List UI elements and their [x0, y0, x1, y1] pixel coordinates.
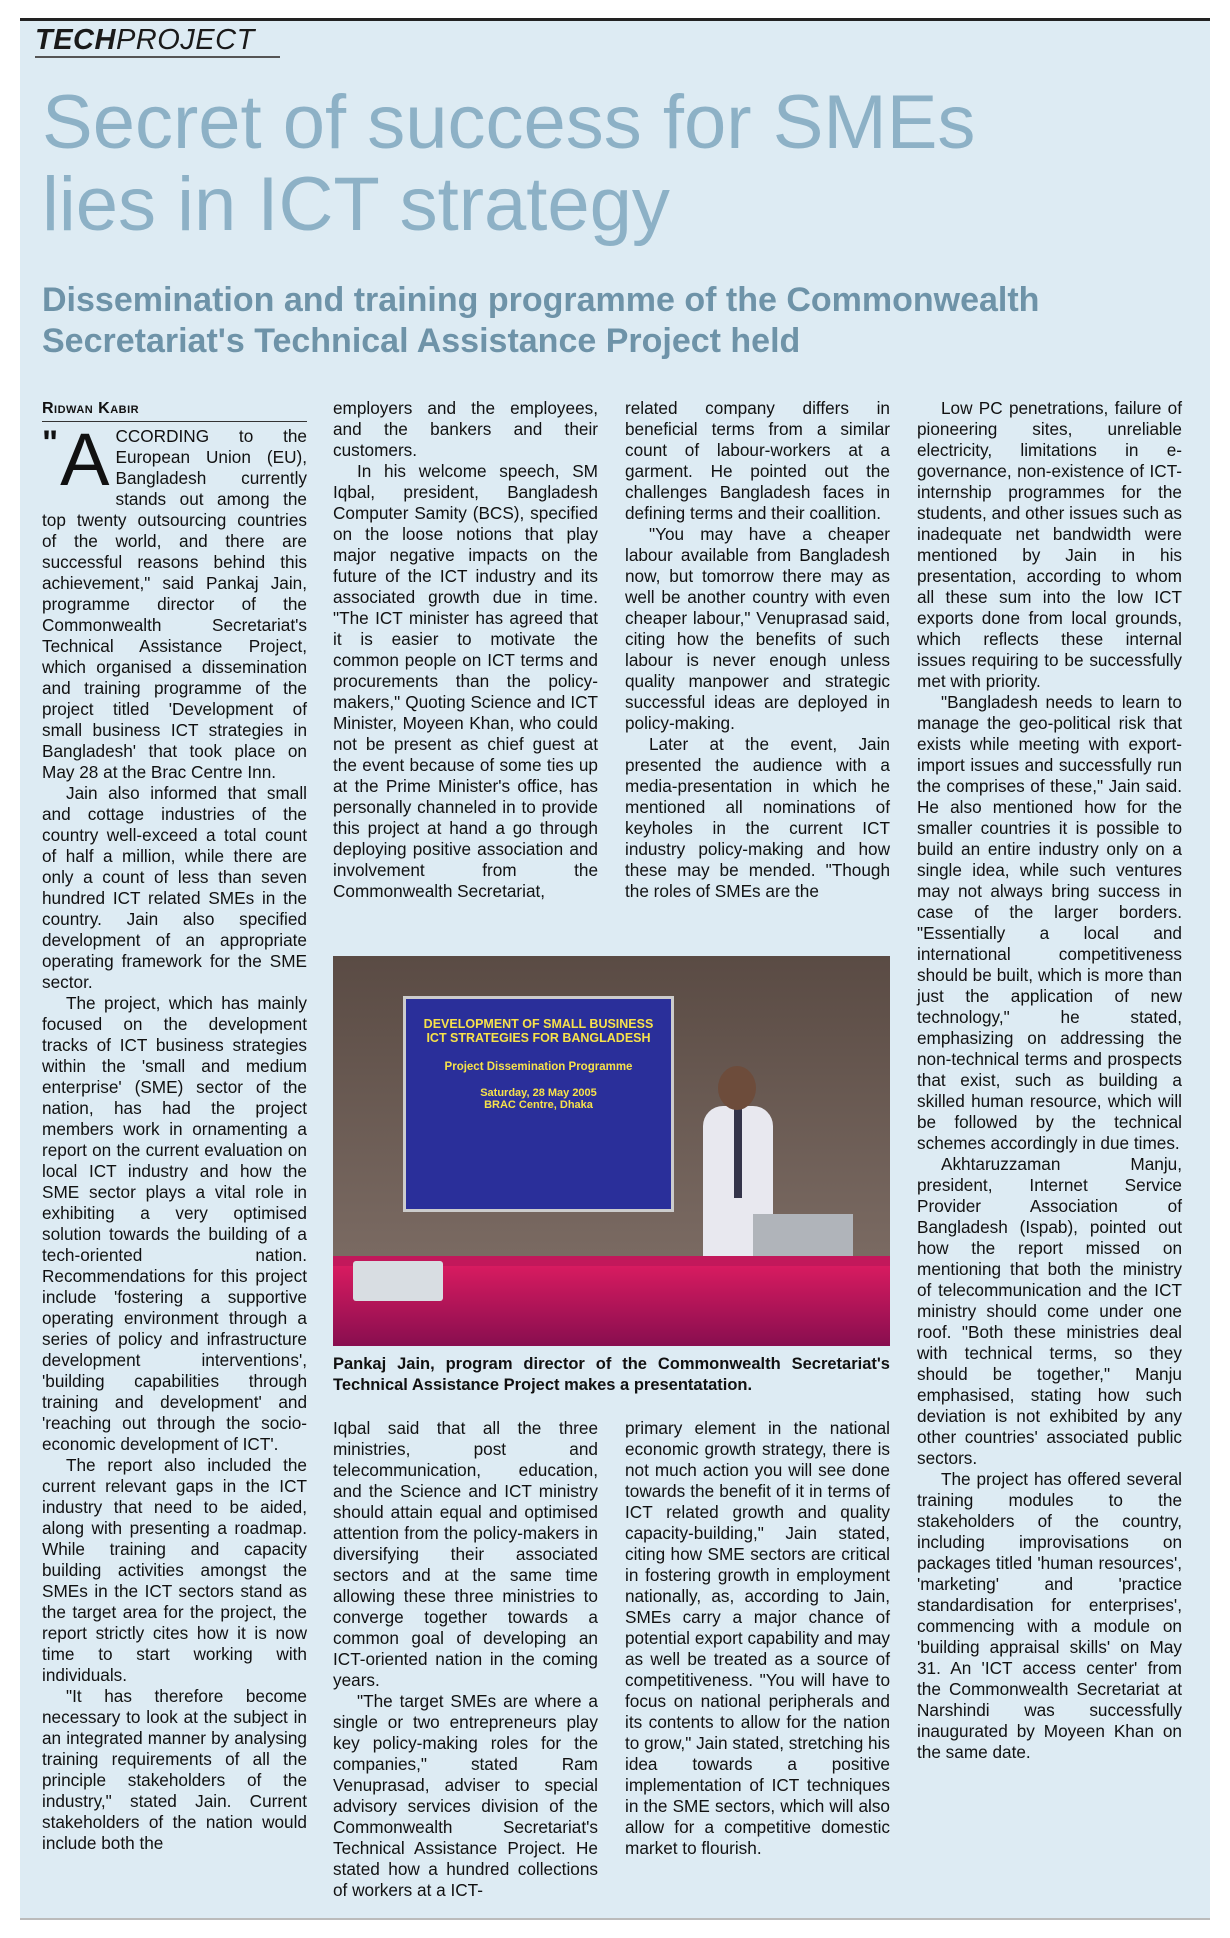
column-3-bottom	[625, 1418, 890, 1859]
slide-title-2: ICT STRATEGIES FOR BANGLADESH	[426, 1031, 651, 1045]
byline	[42, 398, 307, 422]
bottom-rule	[20, 1918, 1210, 1920]
section-underline	[35, 56, 280, 58]
paragraph: primary element in the national economic growth strategy, there is not much action you will see done towards the benefit of it in terms of ICT related growth and quality capacity-building," Jain stated, citing how SME sectors are critical in fostering growth in employment nationally, as, according to Jain, SMEs carry a major chance of potential export capability and may as well be treated as a source of competitiveness. "You will have to focus on national peripherals and its contents to allow for the nation to grow," Jain stated, stretching his idea towards a positive implementation of ICT techniques in the SME sectors, which will also allow for a competitive domestic market to flourish.	[625, 1418, 891, 1858]
column-2-top	[333, 398, 598, 902]
photo-caption: Pankaj Jain, program director of the Commonwealth Secretariat's Technical Assistance Project makes a presentatation.	[333, 1355, 890, 1394]
projection-screen	[403, 996, 674, 1212]
paragraph: Iqbal said that all the three ministries, post and telecommunication, education, and the Science and ICT ministry should attain equal and optimised attention from the policy-makers in diversifying their associated sectors and at the same time allowing these three ministries to converge together towards a common goal of developing an ICT-oriented nation in the coming years.	[333, 1418, 598, 1690]
paragraph: The project has offered several training modules to the stakeholders of the country, including improvisations on packages titled 'human resources', 'marketing' and 'practice standardisation for enterprises', commencing with a module on 'building appraisal skills' on May 31. An 'ICT access center' from the Commonwealth Secretariat at Narshindi was successfully inaugurated by Moyeen Khan on the same date.	[917, 1469, 1182, 1762]
slide-subtitle: Project Dissemination Programme	[444, 1061, 633, 1073]
dropcap: A	[60, 418, 110, 501]
paragraph: Jain also informed that small and cottage industries of the country well-exceed a total count of half a million, while there are only a count of less than seven hundred ICT related SMEs in the country. Jain also specified development of an appropriate operating framework for the SME sector.	[42, 783, 307, 992]
section-label-bold: TECH	[35, 24, 116, 56]
paragraph: The project, which has mainly focused on the development tracks of ICT business strategies within the 'small and medium enterprise' (SME) sector of the nation, has had the project members work in ornamenting a report on the current evaluation on local ICT industry and how the SME sector plays a vital role in exhibiting a very optimised solution towards the building of a tech-oriented nation. Recommendations for this project include 'fostering a supportive operating environment through a series of policy and infrastructure development interventions', 'building capabilities through training and development' and 'reaching out through the socio-economic development of ICT'.	[42, 993, 307, 1454]
presenter-tie	[734, 1108, 742, 1198]
section-label-light: PROJECT	[115, 24, 255, 56]
paragraph: Later at the event, Jain presented the audience with a media-presentation in which he mentioned all nominations of keyholes in the current ICT industry policy-making and how these may be mended. "Though the roles of SMEs are the	[625, 734, 890, 901]
headline	[42, 82, 1192, 246]
paragraph: "You may have a cheaper labour available from Bangladesh now, but tomorrow there may as well be another country with even cheaper labour," Venuprasad said, citing how the benefits of such labour is never enough unless quality manpower and strategic successful ideas are deployed in policy-making.	[625, 524, 890, 733]
presenter-head	[718, 1066, 756, 1110]
lead-paragraph	[42, 418, 307, 783]
subheadline-line-1: Dissemination and training programme of the Commonwealth	[42, 281, 1040, 319]
byline-text: Ridwan Kabir	[42, 400, 140, 417]
column-3-top	[625, 398, 890, 902]
lead-text: CCORDING to the European Union (EU), Bangladesh currently stands out among the top twenty outsourcing countries of the world, and there are successful reasons behind this achievement," said Pankaj Jain, programme director of the Commonwealth Secretariat's Technical Assistance Project, which organised a dissemination and training programme of the project titled 'Development of small business ICT strategies in Bangladesh' that took place on May 28 at the Brac Centre Inn.	[42, 426, 307, 782]
laptop-icon	[753, 1214, 853, 1258]
paragraph: Low PC penetrations, failure of pioneering sites, unreliable electricity, limitations in e-governance, non-existence of ICT-internship programmes for the students, and other issues such as inadequate net bandwidth were mentioned by Jain in his presentation, according to whom all these sum into the low ICT exports done from local grounds, which reflects these internal issues requiring to be successfully met with priority.	[917, 398, 1182, 691]
headline-line-2: lies in ICT strategy	[42, 162, 670, 247]
paragraph: Akhtaruzzaman Manju, president, Internet Service Provider Association of Bangladesh (Ispab), pointed out how the report missed on mentioning that both the ministry of telecommunication and the ICT ministry should come under one roof. "Both these ministries deal with technical terms, so they should be together," Manju emphasised, stating how such deviation is not exhibited by any other countries' associated public sectors.	[917, 1154, 1182, 1468]
subheadline	[42, 280, 1192, 362]
subheadline-line-2: Secretariat's Technical Assistance Project held	[42, 322, 801, 360]
paragraph: related company differs in beneficial terms from a similar count of labour-workers at a garment. He pointed out the challenges Bangladesh faces in defining terms and their coallition.	[625, 398, 890, 523]
section-label	[35, 24, 255, 57]
paragraph: The report also included the current relevant gaps in the ICT industry that need to be aided, along with presenting a roadmap. While training and capacity building activities amongst the SMEs in the ICT sectors stand as the target area for the project, the report strictly cites how it is now time to start working with individuals.	[42, 1455, 307, 1685]
headline-line-1: Secret of success for SMEs	[42, 80, 976, 165]
column-1	[42, 398, 307, 1854]
paragraph: employers and the employees, and the bankers and their customers.	[333, 398, 598, 460]
paragraph: "Bangladesh needs to learn to manage the geo-political risk that exists while meeting with export-import issues and successfully run the comprises of these," Jain said. He also mentioned how for the smaller countries it is possible to build an entire industry only on a single idea, while such ventures may not always bring success in case of the larger borders. "Essentially a local and international competitiveness should be built, which is more than just the application of new technology," he stated, emphasizing on addressing the non-technical terms and prospects that exist, such as building a skilled human resource, which will be followed by the technical schemes accordingly in due times.	[917, 692, 1182, 1153]
column-4	[917, 398, 1182, 1763]
projector-icon	[353, 1261, 443, 1301]
paragraph: In his welcome speech, SM Iqbal, president, Bangladesh Computer Samity (BCS), specified on the loose notions that play major negative impacts on the future of the ICT industry and its associated growth due in time. "The ICT minister has agreed that it is easier to motivate the common people on ICT terms and procurements than the policy-makers," Quoting Science and ICT Minister, Moyeen Khan, who could not be present as chief guest at the event because of some ties up at the Prime Minister's office, has personally channeled in to provide this project at hand a go through deploying positive association and involvement from the Commonwealth Secretariat,	[333, 461, 598, 901]
dropcap-quote: "	[42, 424, 59, 462]
column-2-bottom	[333, 1418, 598, 1901]
paragraph: "It has therefore become necessary to look at the subject in an integrated manner by analysing training requirements of all the principle stakeholders of the industry," stated Jain. Current stakeholders of the nation would include both the	[42, 1686, 307, 1853]
paragraph: "The target SMEs are where a single or two entrepreneurs play key policy-making roles for the companies," stated Ram Venuprasad, adviser to special advisory services division of the Commonwealth Secretariat's Technical Assistance Project. He stated how a hundred collections of workers at a ICT-	[333, 1691, 598, 1900]
top-rule	[20, 18, 1210, 21]
slide-venue: BRAC Centre, Dhaka	[484, 1099, 593, 1111]
slide-title-1: DEVELOPMENT OF SMALL BUSINESS	[423, 1017, 654, 1031]
event-photo	[333, 956, 890, 1346]
slide-date: Saturday, 28 May 2005	[480, 1087, 597, 1099]
